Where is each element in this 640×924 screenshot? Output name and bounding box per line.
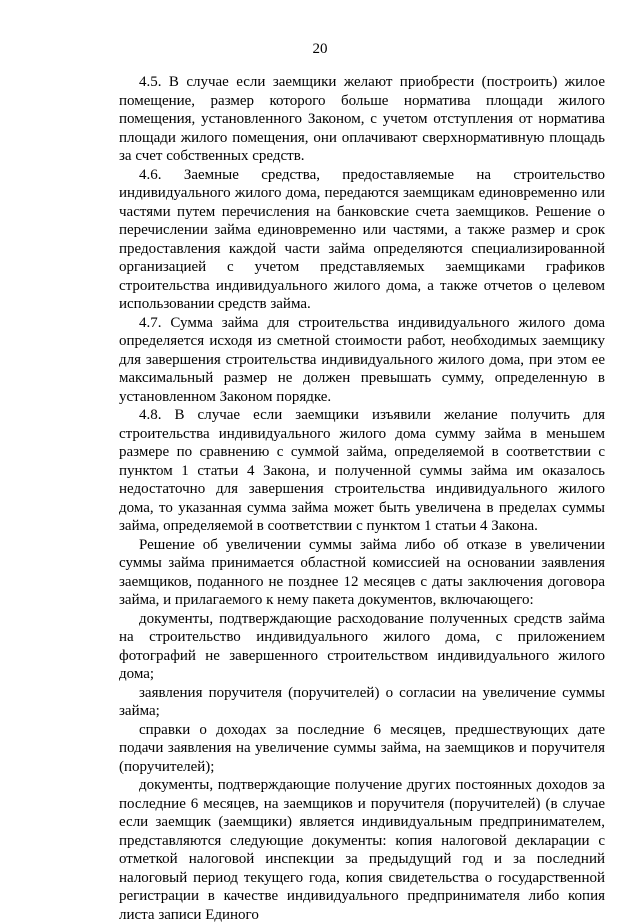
paragraph-list-item-guarantor-consent: заявления поручителя (поручителей) о согласии на увеличение суммы займа; [119,684,605,719]
document-body [119,73,605,924]
page-number: 20 [312,41,328,57]
paragraph-list-item-other-income: документы, подтверждающие получение других постоянных доходов за последние 6 месяцев, на заемщиков и поручителя (поручителей) (в случае если заемщик (заемщики) является индивидуальным предпринимателем, представляются следующие документы: копия налоговой декларации с отметкой налоговой инспекции за предыдущий год и за последний налоговый период текущего года, копия свидетельства о государственной регистрации в качестве индивидуального предпринимателя либо копия листа записи Единого [119,777,605,923]
paragraph-4-6: 4.6. Заемные средства, предоставляемые на строительство индивидуального жилого дома, передаются заемщикам единовременно или частями путем перечисления на банковские счета заемщиков. Решение о перечислении займа единовременно или частями, а также размер и срок предоставления каждой части займа определяются специализированной организацией с учетом представляемых заемщиками графиков строительства индивидуального жилого дома, а также отчетов о целевом использовании средств займа. [119,166,605,312]
paragraph-list-item-expenses: документы, подтверждающие расходование полученных средств займа на строительство индивидуального жилого дома, с приложением фотографий не завершенного строительством индивидуального жилого дома; [119,610,605,682]
paragraph-4-7: 4.7. Сумма займа для строительства индивидуального жилого дома определяется исходя из сметной стоимости работ, необходимых заемщику для завершения строительства индивидуального жилого дома, при этом ее максимальный размер не должен превышать сумму, определенную в установленном Законом порядке. [119,314,605,405]
paragraph-decision: Решение об увеличении суммы займа либо об отказе в увеличении суммы займа принимается областной комиссией на основании заявления заемщиков, поданного не позднее 12 месяцев с даты заключения договора займа, и прилагаемого к нему пакета документов, включающего: [119,536,605,608]
paragraph-4-5: 4.5. В случае если заемщики желают приобрести (построить) жилое помещение, размер которого больше норматива площади жилого помещения, установленного Законом, с учетом отступления от норматива площади жилого помещения, они оплачивают сверхнормативную площадь за счет собственных средств. [119,74,605,164]
paragraph-list-item-income-certificates: справки о доходах за последние 6 месяцев, предшествующих дате подачи заявления на увеличение суммы займа, на заемщиков и поручителя (поручителей); [119,721,605,775]
paragraph-4-8: 4.8. В случае если заемщики изъявили желание получить для строительства индивидуального жилого дома сумму займа в меньшем размере по сравнению с суммой займа, определяемой в соответствии с пунктом 1 статьи 4 Закона, и полученной суммы займа им оказалось недостаточно для завершения строительства индивидуального жилого дома, то указанная сумма займа может быть увеличена в пределах суммы займа, определяемой в соответствии с пунктом 1 статьи 4 Закона. [119,407,605,534]
